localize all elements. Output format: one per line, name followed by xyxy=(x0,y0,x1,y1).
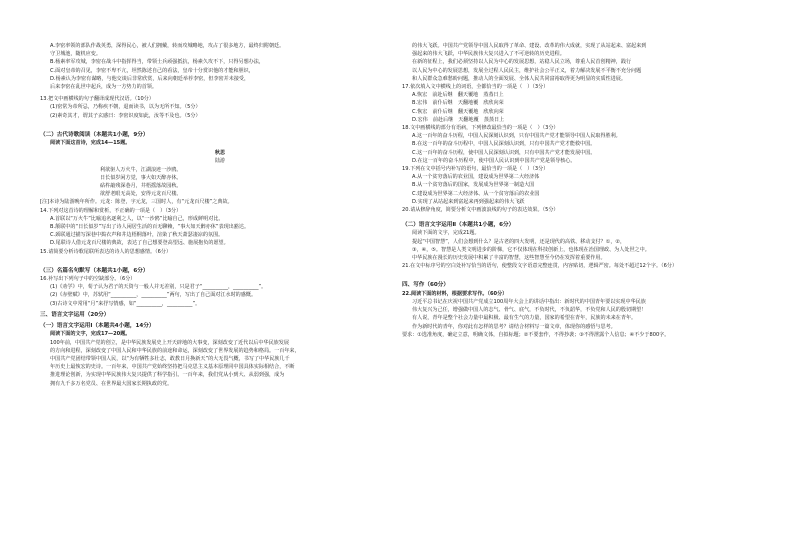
option-line: C.这一百年的奋斗历程，使中国人民深刻认识到，只有中国共产党才能发展中国。 xyxy=(412,149,596,156)
q13-item-2: (2)素奇其才，谓其子玄感曰：李密识度如此，汝等不及也。（5分） xyxy=(50,112,201,119)
option-line: D.宏伟 前赴后继 天翻地覆 蒸蒸日上 xyxy=(412,116,505,123)
q14-title: 14.下列对这首诗的理解和赏析，不正确的一项是（ ）（3分） xyxy=(40,207,182,214)
reading-passage xyxy=(40,339,400,388)
option-line: B.在这一百年的奋斗历程中，中国人民深刻认识到，只有中国共产党才能救中国。 xyxy=(412,141,596,148)
option-line: D.实现了从站起来到富起来再到强起来的伟大飞跃 xyxy=(412,198,525,205)
passage-line: 和人民群众急难愁盼问题，推动人的全面发展、全体人民共同富裕取得更为明显的实质性进展。 xyxy=(412,75,626,82)
option-line: A.首联以“万火牛”比喻追名逐利之人，以“一沙鸥”比喻自己，形成鲜明对比。 xyxy=(50,215,224,222)
subsection-1-title: （一）语言文字运用Ⅰ（本题共4小题，14分） xyxy=(40,323,155,330)
poem-title: 秋思 xyxy=(214,150,226,157)
passage-line: 中国共产党团结带领中国人民，以“为有牺牲多壮志，敢教日月换新天”的大无畏气概，书写了中华民族几千 xyxy=(50,355,290,362)
option-line: C.面对皇帝的召见，李密不卑不亢，坦然陈述自己的看法，皇帝十分赏识他的才能和胆识， xyxy=(50,67,254,74)
option-line: C.恢宏 前仆后继 翻天覆地 欣欣向荣 xyxy=(412,108,504,115)
section-poetry-title: （二）古代诗歌阅读（本题共1小题，9分） xyxy=(40,131,149,138)
passage-line: 以人民为中心的发展思想，发展全过程人民民主，维护社会公平正义，着力解决发展不平衡不充分问题 xyxy=(412,67,642,74)
passage-line: 拥有九千多万名党员、在世界最大国家长期执政的党。 xyxy=(50,380,173,387)
passage-line: 100年前，中国共产党的创立，是中华民族发展史上开天辟地的大事变，深刻改变了近代以后中华民族发展 xyxy=(50,339,289,346)
reading-passage-continued xyxy=(402,42,762,83)
section-poetry-instruction: 阅读下面这首诗，完成14—15题。 xyxy=(50,140,131,147)
essay-requirements: 要求：①选准角度，确定立意，明确文体，自拟标题；②不要套作，不得抄袭；③不得泄露个人信息；④不少于800字。 xyxy=(402,331,670,338)
option-line: A.恢宏 前赴后继 翻天覆地 蒸蒸日上 xyxy=(412,92,504,99)
passage-line: 提起“中国智慧”，人们会想到什么？是古老的四大发明，还是现代的高铁、移动支付？①，②， xyxy=(412,238,626,245)
subsection-2-instruction: 阅读下面的文字，完成21题。 xyxy=(412,230,480,237)
q16-title: 16.补写出下列句子中的空缺部分。（6分） xyxy=(40,276,136,283)
essay-line: 伟大复兴为己任，增强做中国人的志气、骨气、底气，不负时代，不负韶华，不负党和人民的殷切期望！ xyxy=(412,307,647,314)
q18-options xyxy=(402,132,762,165)
poem-line: 欲舒老眼无高处，安得元龙百尺楼。 xyxy=(100,191,182,198)
q13-item-1: (1)密常为帝所忌，乃称疾不朝，退而读书，以为无所不知。（5分） xyxy=(50,104,201,111)
q17-options xyxy=(402,91,762,124)
option-line: A.李密率领的部队作战英勇，深得民心，被人们拥戴，转而攻城略地，攻占了很多地方，最终归附朝廷。 xyxy=(50,43,285,49)
essay-line: 习近平总书记在庆祝中国共产党成立100周年大会上的讲话中指出：新时代的中国青年要以实现中华民族 xyxy=(412,298,646,305)
essay-prompt xyxy=(402,298,762,331)
reading-passage-2 xyxy=(402,238,762,263)
part4-title: 四、写作（60分） xyxy=(402,282,449,289)
passage-line: 的伟大飞跃。中国共产党领导中国人民取得了革命、建设、改革的伟大成就，实现了从站起来、富起来到 xyxy=(412,43,647,49)
q19-title: 19.下列在文中括号内补写的语句，最恰当的一项是（ ）（3分） xyxy=(402,166,549,173)
subsection-1-instruction: 阅读下面的文字，完成17—20题。 xyxy=(50,331,131,338)
q16-items xyxy=(40,283,400,308)
poem-line: 日长似岁闲方觉，事大如天醉亦休。 xyxy=(100,174,182,181)
section-recitation-title: （三）名篇名句默写（本题共1小题，6分） xyxy=(40,267,149,274)
option-line: D.在这一百年的奋斗历程中，使中国人民认识到中国共产党是领导核心。 xyxy=(412,157,576,164)
q22-title: 22.阅读下面的材料，根据要求写作。（60分） xyxy=(402,290,508,297)
q17-title: 17.依次填入文中横线上的词语，全都恰当的一项是（ ）（3分） xyxy=(402,84,549,91)
passage-line: 年历史上最恢宏的史诗。一百年来，中国共产党始终坚持把马克思主义基本原理同中国具体实际相结合，不断 xyxy=(50,364,295,371)
passage-line: 中华民族在漫长的历史发展中积累了丰富的智慧，这些智慧至今仍在发挥着重要作用。 xyxy=(412,255,606,262)
passage-line: 强起来的伟大飞跃，中华民族伟大复兴进入了不可逆转的历史进程。 xyxy=(412,51,565,58)
option-line: B.宏伟 前仆后继 天翻地覆 欣欣向荣 xyxy=(412,100,504,107)
option-line: A.这一百年的奋斗历程，中国人民深刻认识到，只有中国共产党才能领导中国人民取得胜利。 xyxy=(412,133,621,140)
option-line: C.建设成为世界第二大经济体、从一个贫穷落后的农业国 xyxy=(412,190,540,197)
essay-line: 有人说，青年是整个社会力量中最积极、最有生气的力量，国家的希望在青年，民族的未来在青年。 xyxy=(412,315,637,322)
option-line: 守卫城池，随机应变。 xyxy=(50,51,101,58)
left-column xyxy=(40,42,400,388)
option-line: B.颔联中的“日长似岁”写出了诗人闲居生活的百无聊赖，“事大如天醉亦休”表现出豁达。 xyxy=(50,224,250,231)
q18-title: 18.文中画横线的部分有语病，下列修改最恰当的一项是（ ）（3分） xyxy=(402,125,559,132)
fill-blank-line: (3)古诗文中常用“月”来抒写情感，如“__________，__________”。 xyxy=(50,300,201,307)
poem-line: 砧杵敲残深巷月，井梧摇落故园秋。 xyxy=(100,183,182,190)
option-line: 后来李密在乱世中起兵，成为一方势力的首领。 xyxy=(50,84,157,91)
q20-title: 20.请从修辞角度，简要分析文中画波浪线的句子的表达效果。（5分） xyxy=(402,207,559,214)
option-line: A.从一个贫穷落后的农业国，建设成为世界第二大经济体 xyxy=(412,174,540,181)
poem-note: [注]本诗为陆游晚年所作。元龙：陈登，字元龙，三国时人，有“元龙百尺楼”之典故。 xyxy=(40,199,233,206)
q13-title: 13.把文中画横线的句子翻译成现代汉语。（10分） xyxy=(40,96,154,103)
q21-title: 21.在文中标序号的空白处补写恰当的语句，使整段文字语意完整连贯，内容贴切，逻辑严密。每处不超过12个字。（6分） xyxy=(402,263,678,270)
part3-title: 三、语言文字运用（20分） xyxy=(40,311,110,318)
option-line: D.尾联诗人借元龙百尺楼的典故，表达了自己想要登高望远、施展抱负的愿望。 xyxy=(50,240,229,247)
poem-line: 利欲驱人万火牛，江湖浪迹一沙鸥。 xyxy=(100,166,182,173)
passage-line: 的方向和进程，深刻改变了中国人民和中华民族的前途和命运，深刻改变了世界发展的趋势和格局。一百年来， xyxy=(50,347,300,354)
option-line: C.颈联通过描写深巷中捣衣声和井边梧桐落叶，渲染了秋天萧瑟凄凉的氛围。 xyxy=(50,232,224,239)
fill-blank-line: (1)《劝学》中，荀子认为君子的天资与一般人并无差别，只是君子“__________，__________”。 xyxy=(50,284,267,291)
essay-line: 作为新时代的青年，你对此有怎样的思考？请结合材料写一篇文章，体现你的感悟与思考。 xyxy=(412,323,616,330)
option-line: D.杨素认为李密有谋略，与他交谈后非常欣赏，后来向朝廷举荐李密，但李密并未接受， xyxy=(50,75,250,82)
option-line: B.杨素率军攻城，李密在战斗中指挥得当，带领士兵顽强抵抗，杨素久攻不下，只得另想办法， xyxy=(50,59,264,66)
q19-options xyxy=(402,173,762,206)
subsection-2-title: （二）语言文字运用Ⅱ（本题共1小题，6分） xyxy=(402,222,515,229)
q14-options xyxy=(40,215,400,248)
q12-options xyxy=(40,42,400,91)
fill-blank-line: (2)《赤壁赋》中，苏轼用“__________，__________”两句，写出了自己面对江水时的感慨。 xyxy=(50,292,257,299)
passage-line: ③，④，⑤。智慧是人类文明进步的阶梯，它不仅体现在科技创新上，也体现在治国理政、为人处世之中。 xyxy=(412,246,650,253)
right-column xyxy=(402,42,762,339)
passage-line: 推进理论创新，为实现中华民族伟大复兴提供了科学指引。一百年来，我们党从小到大、从弱到强，成为 xyxy=(50,372,285,379)
passage-line: 在新的征程上，我们必须坚持以人民为中心的发展思想，站稳人民立场，尊重人民首创精神，践行 xyxy=(412,59,632,66)
option-line: B.从一个贫穷落后的国家，发展成为世界第一制造大国 xyxy=(412,182,535,189)
q15-title: 15.请简要分析诗歌尾联所表达的诗人的思想感情。（6分） xyxy=(40,248,172,255)
poem-body xyxy=(40,166,400,199)
poem-author: 陆游 xyxy=(214,158,226,165)
